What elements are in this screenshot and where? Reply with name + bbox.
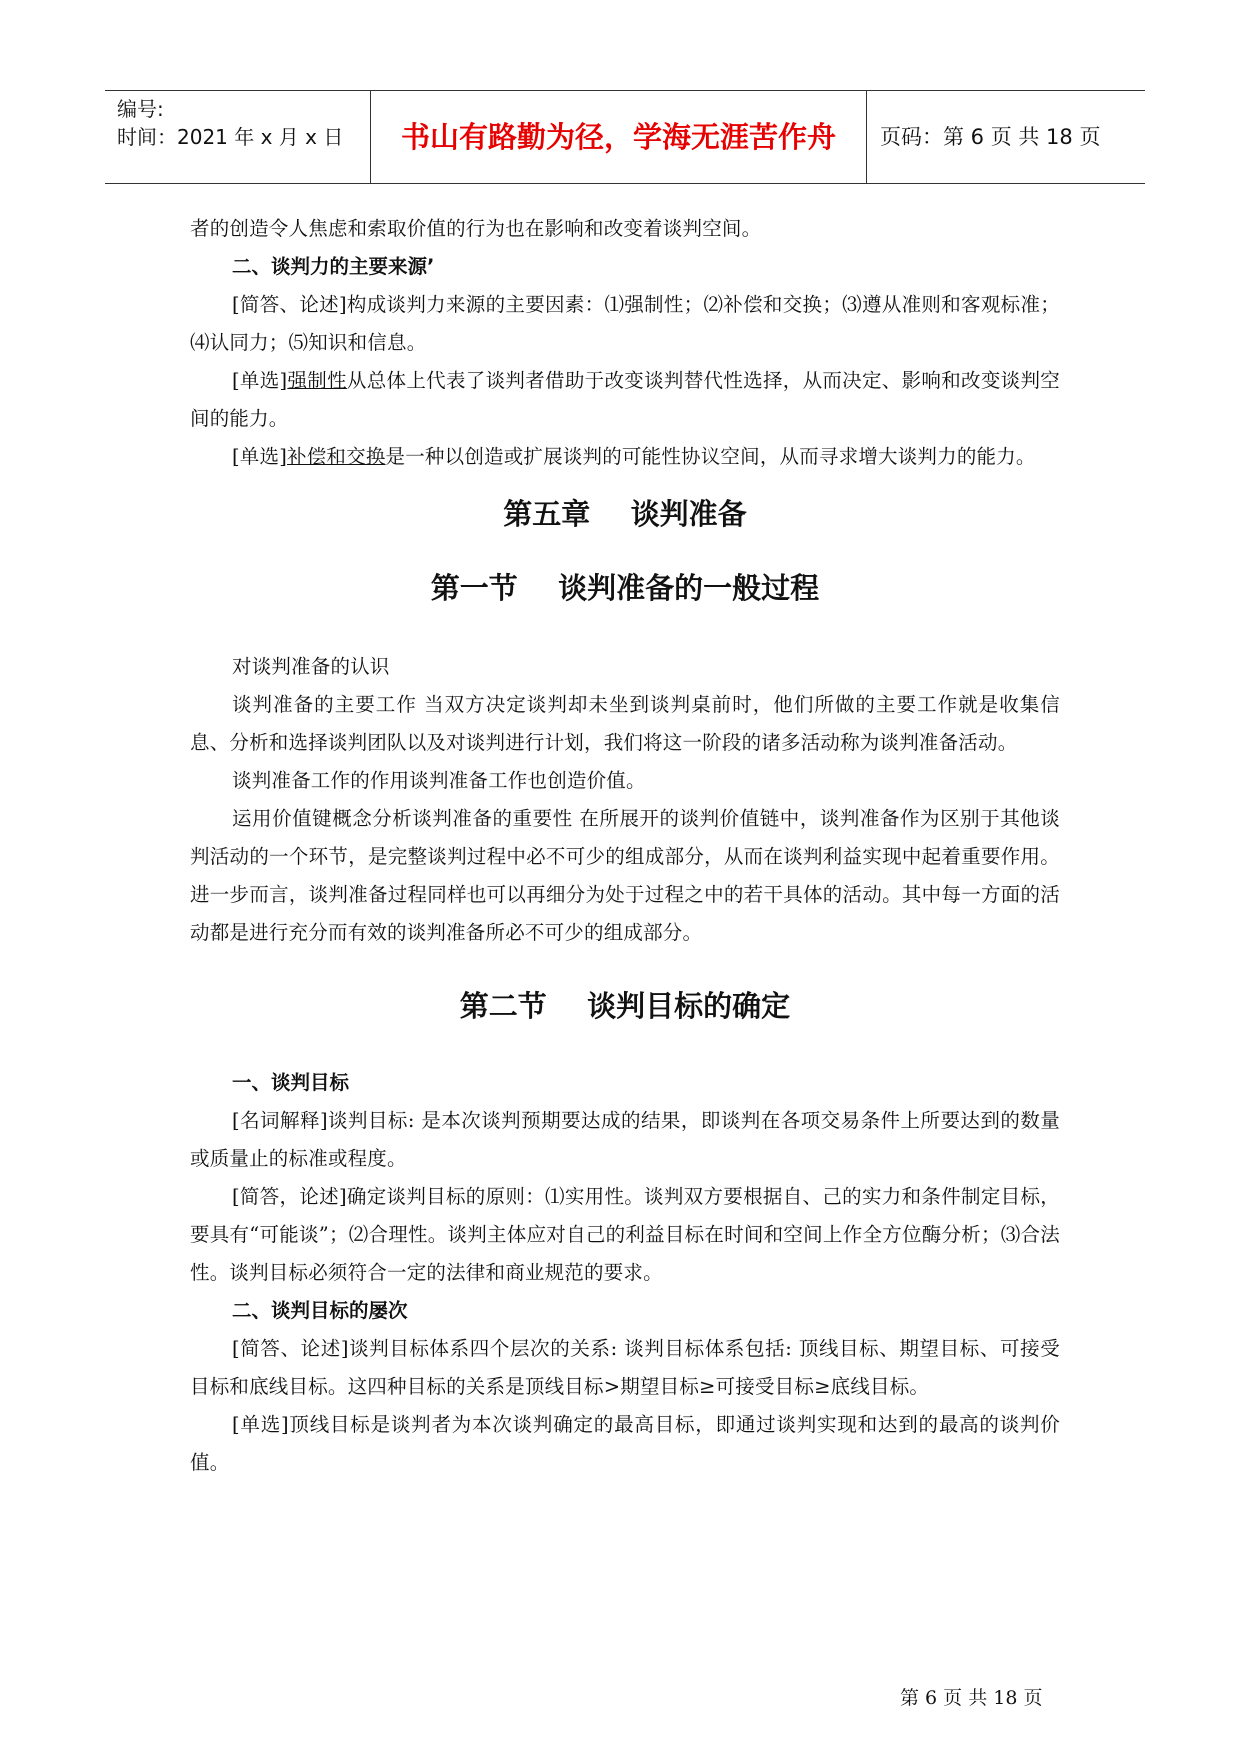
paragraph: 对谈判准备的认识	[232, 655, 390, 678]
paragraph: [简答、论述]构成谈判力来源的主要因素：⑴强制性；⑵补偿和交换；⑶遵从准则和客观标准；⑷认同力；⑸知识和信息。	[190, 293, 1060, 354]
time-label: 时间：2021 年 x 月 x 日	[117, 125, 344, 149]
number-label: 编号:	[117, 97, 164, 121]
page-footer: 第 6 页 共 18 页	[900, 1687, 1043, 1709]
paragraph: 运用价值键概念分析谈判准备的重要性 在所展开的谈判价值链中，谈判准备作为区别于其他谈判活动的一个环节，是完整谈判过程中必不可少的组成部分，从而在谈判利益实现中起着重要作用。进一步而言，谈判准备过程同样也可以再细分为处于过程之中的若干具体的活动。其中每一方面的活动都是进行充分而有效的谈判准备所必不可少的组成部分。	[190, 807, 1060, 944]
question-tag: [单选]	[232, 369, 288, 392]
paragraph-text: 是一种以创造或扩展谈判的可能性协议空间，从而寻求增大谈判力的能力。	[385, 445, 1036, 468]
paragraph: 者的创造令人焦虑和索取价值的行为也在影响和改变着谈判空间。	[190, 217, 762, 240]
section-title: 第一节 谈判准备的一般过程	[430, 571, 820, 605]
paragraph: 谈判准备工作的作用谈判准备工作也创造价值。	[232, 769, 646, 792]
paragraph: [名词解释]谈判目标: 是本次谈判预期要达成的结果，即谈判在各项交易条件上所要达到的数量或质量止的标准或程度。	[190, 1109, 1060, 1170]
underlined-term: 补偿和交换	[287, 445, 386, 468]
document-header	[105, 90, 1145, 184]
paragraph: [简答、论述]谈判目标体系四个层次的关系: 谈判目标体系包括: 顶线目标、期望目标、可接受目标和底线目标。这四种目标的关系是顶线目标>期望目标≥可接受目标≥底线目标。	[190, 1337, 1060, 1398]
paragraph: [单选]顶线目标是谈判者为本次谈判确定的最高目标，即通过谈判实现和达到的最高的谈判价值。	[190, 1413, 1060, 1474]
document-body	[190, 210, 1060, 1482]
paragraph	[190, 362, 1060, 438]
subheading: 一、谈判目标	[232, 1071, 350, 1094]
section-title: 第二节 谈判目标的确定	[459, 989, 791, 1023]
underlined-term: 强制性	[287, 369, 347, 392]
paragraph	[190, 438, 1060, 476]
paragraph: 谈判准备的主要工作 当双方决定谈判却未坐到谈判桌前时，他们所做的主要工作就是收集信息、分析和选择谈判团队以及对谈判进行计划，我们将这一阶段的诸多活动称为谈判准备活动。	[190, 693, 1060, 754]
paragraph-text: 从总体上代表了谈判者借助于改变谈判替代性选择，从而决定、影响和改变谈判空间的能力。	[190, 369, 1060, 430]
subheading: 二、谈判目标的屡次	[232, 1299, 408, 1322]
header-meta	[117, 91, 367, 183]
chapter-title: 第五章 谈判准备	[503, 497, 747, 531]
header-motto: 书山有路勤为径，学海无涯苦作舟	[370, 91, 867, 183]
question-tag: [单选]	[232, 445, 288, 468]
subheading: 二、谈判力的主要来源’	[232, 255, 435, 278]
paragraph: [简答，论述]确定谈判目标的原则：⑴实用性。谈判双方要根据自、己的实力和条件制定目标，要具有“可能谈”；⑵合理性。谈判主体应对自己的利益目标在时间和空间上作全方位酶分析；⑶合法性。谈判目标必须符合一定的法律和商业规范的要求。	[190, 1185, 1060, 1284]
header-page-label: 页码：第 6 页 共 18 页	[880, 125, 1101, 149]
